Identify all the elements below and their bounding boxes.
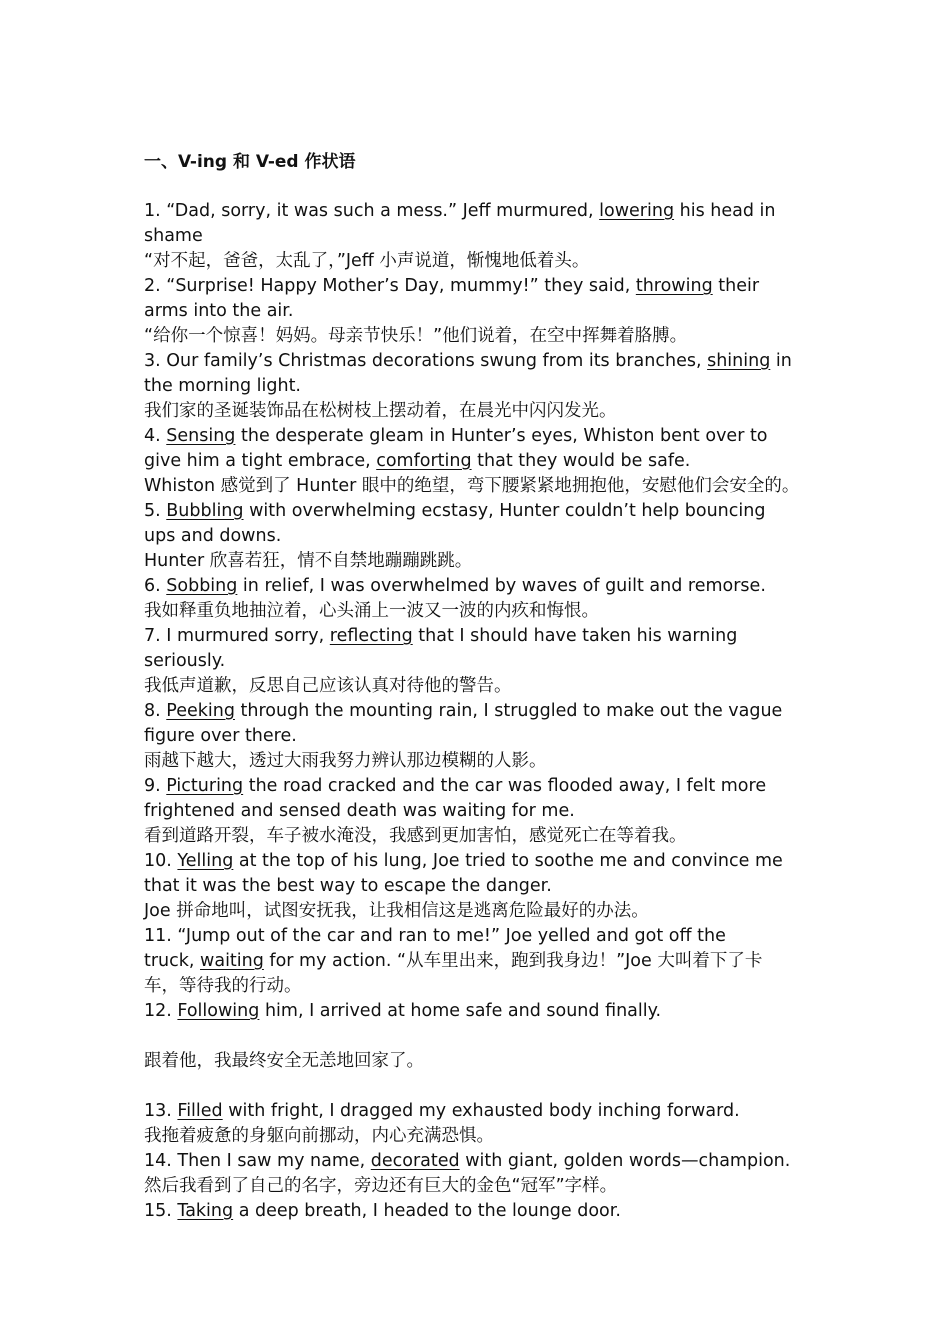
line-text: “给你一个惊喜！妈妈。母亲节快乐！”他们说着，在空中挥舞着胳膊。: [144, 326, 688, 346]
text-line: [144, 524, 834, 549]
line-text: him, I arrived at home safe and sound finally.: [259, 1001, 662, 1021]
line-text: 6.: [144, 576, 167, 596]
text-line: [144, 224, 834, 249]
blank-line: [144, 1074, 834, 1099]
line-text: the morning light.: [144, 376, 301, 396]
underlined-participle: Following: [177, 1001, 260, 1021]
text-line: [144, 1099, 834, 1124]
line-text: at the top of his lung, Joe tried to soothe me and convince me: [233, 851, 783, 871]
line-text: seriously.: [144, 651, 226, 671]
line-text: 13.: [144, 1101, 178, 1121]
line-text: the desperate gleam in Hunter’s eyes, Whiston bent over to: [235, 426, 768, 446]
text-line: [144, 1149, 834, 1174]
line-text: 然后我看到了自己的名字，旁边还有巨大的金色“冠军”字样。: [144, 1176, 618, 1196]
line-text: the road cracked and the car was flooded away, I felt more: [243, 776, 767, 796]
underlined-participle: comforting: [376, 451, 472, 471]
text-line: [144, 749, 834, 774]
underlined-participle: lowering: [599, 201, 675, 221]
line-text: 我们家的圣诞装饰品在松树枝上摆动着，在晨光中闪闪发光。: [144, 401, 617, 421]
text-line: [144, 899, 834, 924]
line-text: his head in: [674, 201, 776, 221]
line-text: 15.: [144, 1201, 178, 1221]
line-text: give him a tight embrace,: [144, 451, 377, 471]
line-text: that I should have taken his warning: [412, 626, 738, 646]
underlined-participle: Bubbling: [166, 501, 244, 521]
text-line: [144, 599, 834, 624]
line-text: 看到道路开裂，车子被水淹没，我感到更加害怕，感觉死亡在等着我。: [144, 826, 687, 846]
underlined-participle: Sobbing: [166, 576, 238, 596]
line-text: 12.: [144, 1001, 178, 1021]
text-line: [144, 799, 834, 824]
text-line: [144, 274, 834, 299]
text-line: [144, 249, 834, 274]
underlined-participle: Filled: [177, 1101, 223, 1121]
text-line: [144, 924, 834, 949]
text-line: [144, 624, 834, 649]
line-text: with giant, golden words—champion.: [459, 1151, 791, 1171]
line-text: 我拖着疲惫的身躯向前挪动，内心充满恐惧。: [144, 1126, 494, 1146]
text-line: [144, 574, 834, 599]
line-text: 5.: [144, 501, 167, 521]
text-line: [144, 549, 834, 574]
section-heading: 一、V-ing 和 V-ed 作状语: [144, 152, 356, 172]
underlined-participle: decorated: [370, 1151, 460, 1171]
line-text: 我如释重负地抽泣着，心头涌上一波又一波的内疚和悔恨。: [144, 601, 599, 621]
text-line: [144, 1049, 834, 1074]
line-text: shame: [144, 226, 203, 246]
text-line: [144, 699, 834, 724]
underlined-participle: waiting: [200, 951, 264, 971]
text-line: [144, 849, 834, 874]
line-text: through the mounting rain, I struggled to make out the vague: [234, 701, 783, 721]
text-line: [144, 674, 834, 699]
line-text: ups and downs.: [144, 526, 282, 546]
line-text: 7. I murmured sorry,: [144, 626, 330, 646]
line-text: 10.: [144, 851, 178, 871]
line-text: Hunter 欣喜若狂，情不自禁地蹦蹦跳跳。: [144, 551, 473, 571]
line-text: 4.: [144, 426, 167, 446]
line-text: with fright, I dragged my exhausted body inching forward.: [222, 1101, 740, 1121]
text-line: [144, 1124, 834, 1149]
underlined-participle: Sensing: [166, 426, 236, 446]
text-line: [144, 424, 834, 449]
line-text: 跟着他，我最终安全无恙地回家了。: [144, 1051, 424, 1071]
underlined-participle: throwing: [635, 276, 713, 296]
text-line: [144, 1199, 834, 1224]
line-text: in relief, I was overwhelmed by waves of guilt and remorse.: [237, 576, 766, 596]
underlined-participle: Taking: [177, 1201, 234, 1221]
text-line: [144, 324, 834, 349]
line-text: for my action. “从车里出来，跑到我身边！”Joe 大叫着下了卡: [263, 951, 763, 971]
line-text: 1. “Dad, sorry, it was such a mess.” Jeff murmured,: [144, 201, 600, 221]
blank-line: [144, 1024, 834, 1049]
line-text: frightened and sensed death was waiting for me.: [144, 801, 575, 821]
line-text: 11. “Jump out of the car and ran to me!” Joe yelled and got off the: [144, 926, 726, 946]
text-line: [144, 1174, 834, 1199]
underlined-participle: shining: [707, 351, 771, 371]
line-text: 我低声道歉，反思自己应该认真对待他的警告。: [144, 676, 512, 696]
text-line: [144, 199, 834, 224]
line-text: “对不起，爸爸，太乱了，”Jeff 小声说道，惭愧地低着头。: [144, 251, 590, 271]
text-line: [144, 374, 834, 399]
underlined-participle: Peeking: [166, 701, 235, 721]
text-line: [144, 299, 834, 324]
line-text: a deep breath, I headed to the lounge door.: [233, 1201, 621, 1221]
underlined-participle: Picturing: [166, 776, 244, 796]
line-text: Joe 拼命地叫，试图安抚我，让我相信这是逃离危险最好的办法。: [144, 901, 649, 921]
line-text: truck,: [144, 951, 201, 971]
underlined-participle: reflecting: [329, 626, 413, 646]
line-text: 2. “Surprise! Happy Mother’s Day, mummy!” they said,: [144, 276, 636, 296]
text-line: [144, 824, 834, 849]
line-text: 车，等待我的行动。: [144, 976, 302, 996]
line-text: Whiston 感觉到了 Hunter 眼中的绝望，弯下腰紧紧地拥抱他，安慰他们会安全的。: [144, 476, 800, 496]
text-line: [144, 649, 834, 674]
line-text: with overwhelming ecstasy, Hunter couldn’t help bouncing: [243, 501, 766, 521]
line-text: 雨越下越大，透过大雨我努力辨认那边模糊的人影。: [144, 751, 547, 771]
line-text: 8.: [144, 701, 167, 721]
text-line: [144, 874, 834, 899]
text-line: [144, 399, 834, 424]
text-line: [144, 474, 834, 499]
text-line: [144, 724, 834, 749]
line-text: 3. Our family’s Christmas decorations swung from its branches,: [144, 351, 708, 371]
line-text: that it was the best way to escape the danger.: [144, 876, 552, 896]
line-text: in: [770, 351, 792, 371]
underlined-participle: Yelling: [177, 851, 234, 871]
text-line: [144, 449, 834, 474]
text-line: [144, 774, 834, 799]
line-text: 14. Then I saw my name,: [144, 1151, 371, 1171]
text-line: [144, 999, 834, 1024]
text-line: [144, 974, 834, 999]
text-line: [144, 949, 834, 974]
line-text: their: [712, 276, 760, 296]
text-line: [144, 349, 834, 374]
sentence-list: [144, 199, 834, 1224]
line-text: arms into the air.: [144, 301, 294, 321]
line-text: that they would be safe.: [471, 451, 691, 471]
line-text: 9.: [144, 776, 167, 796]
text-line: [144, 499, 834, 524]
line-text: figure over there.: [144, 726, 297, 746]
